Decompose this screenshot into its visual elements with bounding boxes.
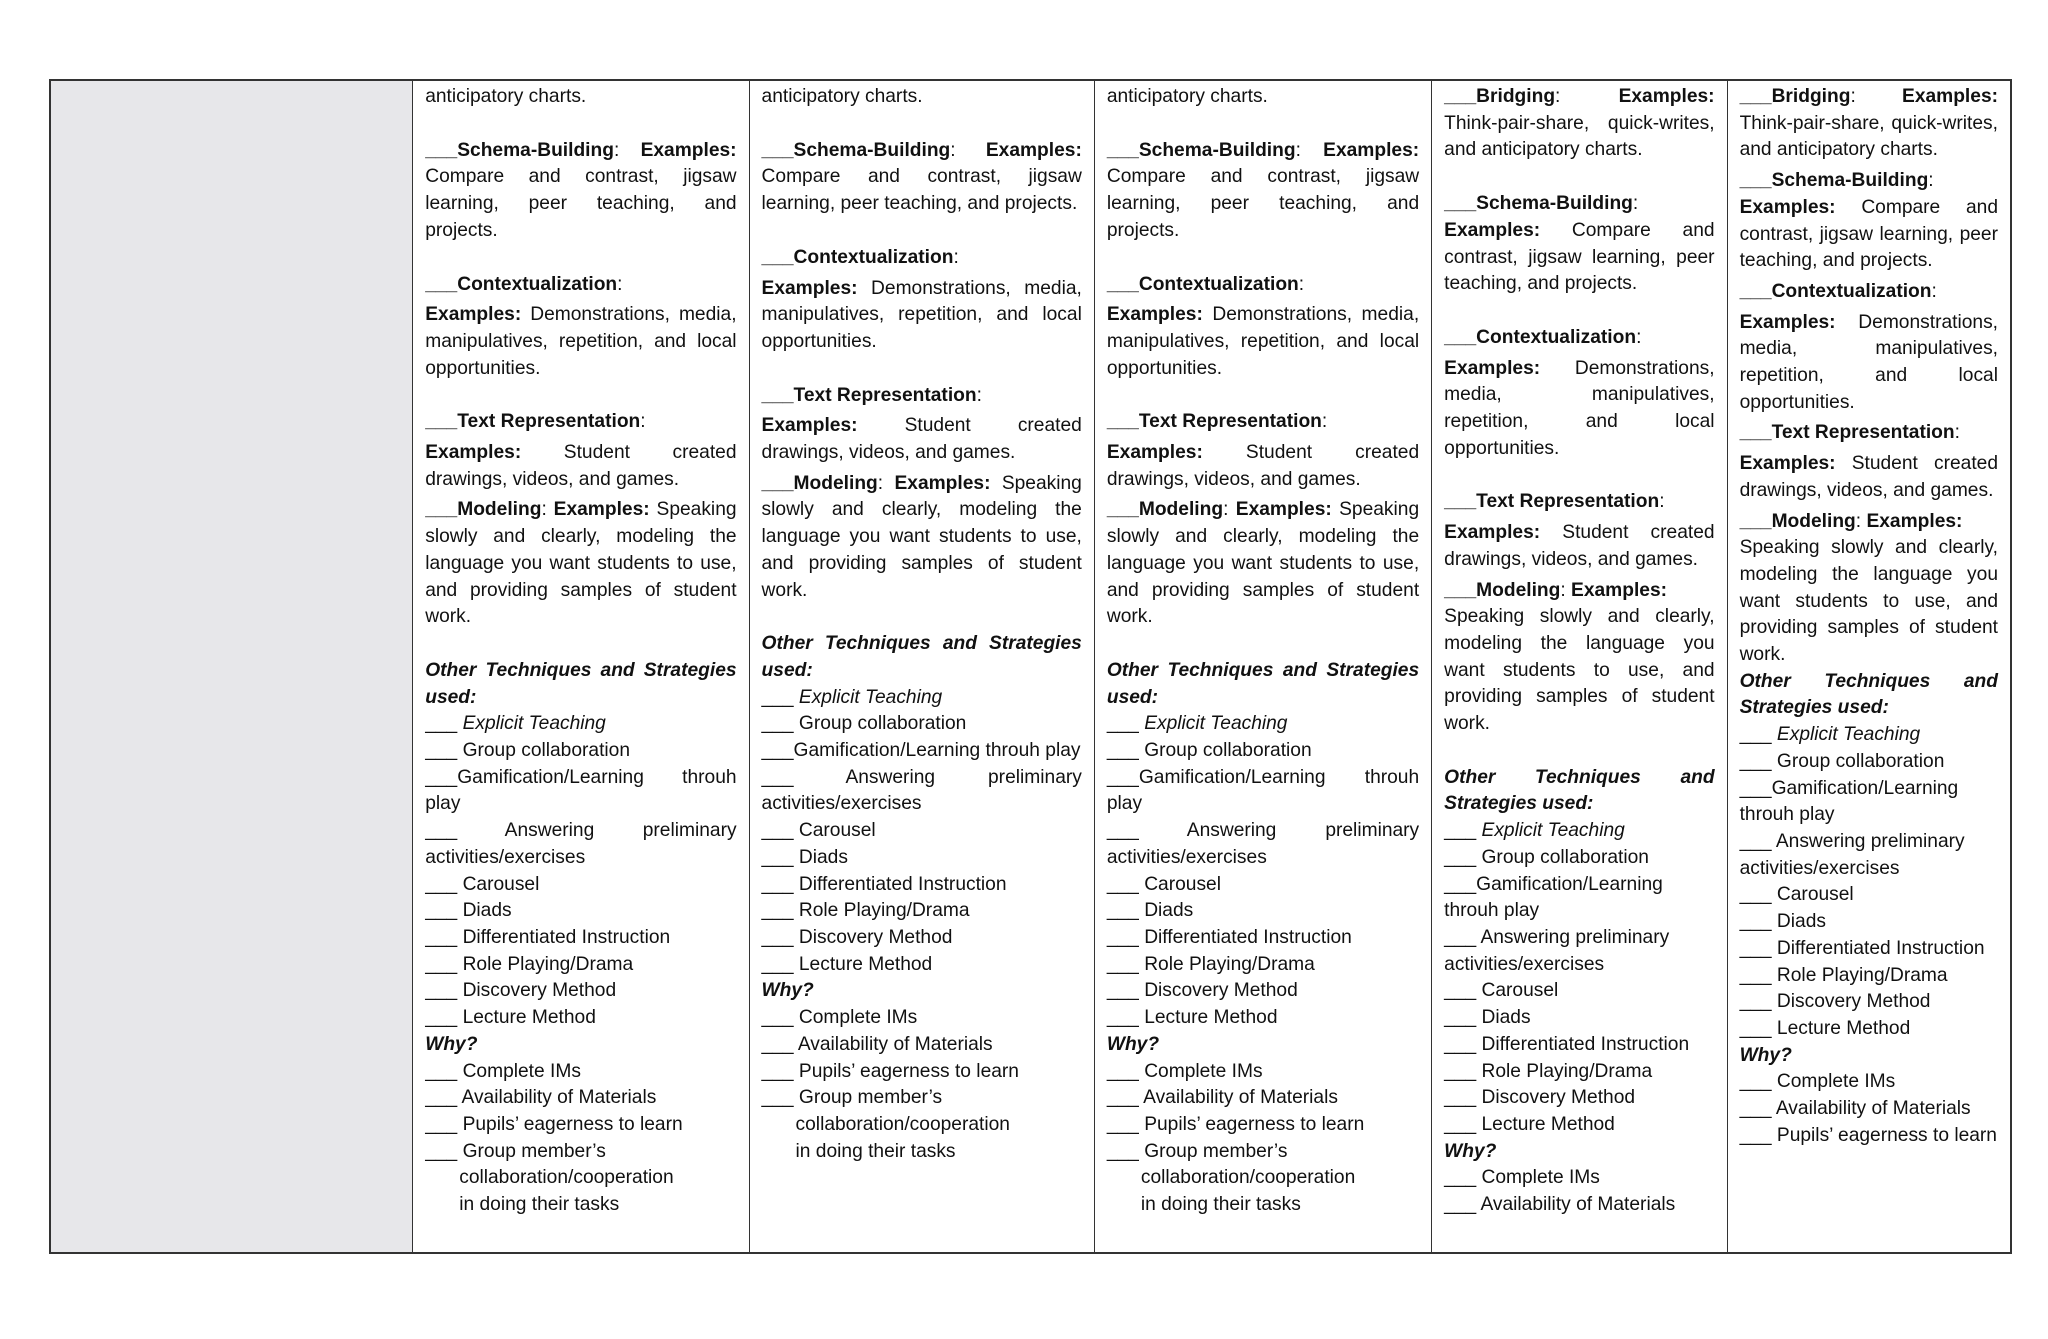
technique-item[interactable]: ___ Group collaboration bbox=[1444, 846, 1649, 868]
why-heading: Why? bbox=[425, 1033, 478, 1055]
technique-item[interactable]: ___ Explicit Teaching bbox=[1444, 820, 1625, 842]
technique-item[interactable]: ___ Differentiated Instruction bbox=[1106, 926, 1352, 948]
day-column-4 bbox=[1432, 81, 1727, 1252]
technique-item[interactable]: ___ Answering preliminary activities/exercises bbox=[425, 820, 737, 868]
day-column-1 bbox=[413, 81, 749, 1252]
modeling-label: ___Modeling: Examples: bbox=[1739, 510, 1963, 532]
why-heading: Why? bbox=[761, 980, 814, 1002]
reason-item[interactable]: ___ Complete IMs bbox=[761, 1007, 918, 1029]
contextualization-label: ___Contextualization: bbox=[761, 246, 959, 268]
schema-building-block: ___Schema-Building: Examples: Compare and contrast, jigsaw learning, peer teaching, and projects. bbox=[1106, 139, 1420, 241]
text-representation-label: ___Text Representation: bbox=[1106, 411, 1328, 433]
text-representation-label: ___Text Representation: bbox=[1444, 491, 1665, 513]
technique-item[interactable]: ___ Explicit Teaching bbox=[761, 686, 943, 708]
technique-item[interactable]: ___ Role Playing/Drama bbox=[1739, 964, 1948, 986]
reason-item[interactable]: ___ Complete IMs bbox=[1106, 1060, 1263, 1082]
modeling-block: ___Modeling: Examples: Speaking slowly and clearly, modeling the language you want students to use, and providing samples of student work. bbox=[1106, 499, 1420, 628]
reason-item[interactable]: ___ Pupils’ eagerness to learn bbox=[1106, 1113, 1365, 1135]
technique-item[interactable]: ___ Differentiated Instruction bbox=[1739, 937, 1985, 959]
text-representation-label: ___Text Representation: bbox=[761, 384, 982, 406]
reason-item[interactable]: ___ Complete IMs bbox=[425, 1060, 581, 1082]
modeling-label: ___Modeling: Examples: bbox=[1444, 579, 1668, 601]
reason-continuation: collaboration/cooperation bbox=[795, 1113, 1010, 1135]
bridging-block: ___Bridging: Examples: Think-pair-share, quick-writes, and anticipatory charts. bbox=[1444, 86, 1715, 161]
other-techniques-heading: Other Techniques and Strategies used: bbox=[1739, 670, 1998, 719]
technique-item[interactable]: ___Gamification/Learning throuh play bbox=[425, 766, 737, 815]
other-techniques-heading: Other Techniques and Strategies used: bbox=[1444, 766, 1715, 815]
technique-item[interactable]: ___ Discovery Method bbox=[1106, 980, 1298, 1002]
continuation-text: anticipatory charts. bbox=[425, 86, 587, 107]
technique-item[interactable]: ___ Explicit Teaching bbox=[425, 713, 606, 735]
contextualization-text: Examples: Demonstrations, media, manipulatives, repetition, and local opportunities. bbox=[1106, 304, 1420, 379]
reason-continuation: in doing their tasks bbox=[459, 1194, 620, 1216]
reason-item[interactable]: ___ Complete IMs bbox=[1444, 1167, 1600, 1189]
technique-item[interactable]: ___ Explicit Teaching bbox=[1739, 724, 1921, 746]
reason-item[interactable]: ___ Availability of Materials bbox=[761, 1033, 993, 1055]
technique-item[interactable]: ___ Differentiated Instruction bbox=[761, 873, 1007, 895]
technique-item[interactable]: ___ Role Playing/Drama bbox=[425, 953, 634, 975]
text-representation-text: Examples: Student created drawings, videos, and games. bbox=[1444, 522, 1715, 570]
modeling-block: ___Modeling: Examples: Speaking slowly and clearly, modeling the language you want students to use, and providing samples of student work. bbox=[425, 499, 737, 628]
technique-item[interactable]: ___ Group collaboration bbox=[425, 740, 631, 762]
technique-item[interactable]: ___ Answering preliminary activities/exercises bbox=[761, 766, 1082, 815]
technique-item[interactable]: ___ Diads bbox=[1106, 900, 1194, 922]
schema-building-text: Examples: Compare and contrast, jigsaw learning, peer teaching, and projects. bbox=[1444, 219, 1715, 295]
reason-item[interactable]: ___ Pupils’ eagerness to learn bbox=[761, 1060, 1019, 1082]
other-techniques-heading: Other Techniques and Strategies used: bbox=[761, 633, 1082, 681]
reason-item[interactable]: ___ Availability of Materials bbox=[1106, 1087, 1338, 1109]
technique-item[interactable]: ___ Lecture Method bbox=[1739, 1017, 1911, 1039]
schema-building-block: ___Schema-Building: Examples: Compare and contrast, jigsaw learning, peer teaching, and projects. bbox=[761, 139, 1082, 215]
technique-item[interactable]: ___Gamification/Learning bbox=[1739, 777, 1959, 799]
technique-item[interactable]: ___ Lecture Method bbox=[1106, 1007, 1278, 1029]
reason-item[interactable]: ___ Group member’s bbox=[425, 1140, 606, 1162]
technique-item[interactable]: ___ Role Playing/Drama bbox=[1106, 953, 1315, 975]
technique-item[interactable]: ___ Lecture Method bbox=[761, 953, 933, 975]
why-heading: Why? bbox=[1739, 1044, 1792, 1066]
reason-continuation: in doing their tasks bbox=[1140, 1194, 1301, 1216]
modeling-block: ___Modeling: Examples: Speaking slowly and clearly, modeling the language you want students to use, and providing samples of student work. bbox=[761, 472, 1082, 601]
modeling-text: Speaking slowly and clearly, modeling the language you want students to use, and providing samples of student work. bbox=[1739, 537, 1998, 666]
contextualization-label: ___Contextualization: bbox=[1739, 280, 1937, 302]
reason-continuation: collaboration/cooperation bbox=[459, 1167, 674, 1189]
technique-item[interactable]: ___ Group collaboration bbox=[761, 713, 967, 735]
why-heading: Why? bbox=[1444, 1140, 1497, 1162]
technique-item[interactable]: ___ Answering preliminary activities/exercises bbox=[1106, 820, 1420, 868]
technique-item[interactable]: ___ Diads bbox=[761, 846, 848, 868]
technique-item[interactable]: ___ Answering preliminary bbox=[1444, 926, 1670, 948]
technique-item[interactable]: ___Gamification/Learning throuh play bbox=[1106, 766, 1420, 815]
day-column-5 bbox=[1728, 81, 2010, 1252]
technique-item[interactable]: ___ Carousel bbox=[761, 820, 876, 842]
reason-item[interactable]: ___ Availability of Materials bbox=[1444, 1194, 1676, 1216]
reason-item[interactable]: ___ Availability of Materials bbox=[425, 1087, 657, 1109]
shaded-label-column bbox=[51, 81, 413, 1252]
technique-item[interactable]: ___ Discovery Method bbox=[761, 926, 953, 948]
continuation-text: anticipatory charts. bbox=[761, 86, 923, 107]
technique-item[interactable]: ___ Lecture Method bbox=[425, 1007, 596, 1029]
contextualization-text: Examples: Demonstrations, media, manipulatives, repetition, and local opportunities. bbox=[1444, 357, 1715, 459]
technique-item-cont: throuh play bbox=[1444, 900, 1540, 922]
technique-item[interactable]: ___ Lecture Method bbox=[1444, 1113, 1615, 1135]
technique-item-cont: activities/exercises bbox=[1739, 857, 1900, 879]
contextualization-label: ___Contextualization: bbox=[1106, 273, 1305, 295]
schema-building-text: Examples: Compare and contrast, jigsaw learning, peer teaching, and projects. bbox=[1739, 196, 1998, 272]
reason-item[interactable]: ___ Availability of Materials bbox=[1739, 1098, 1971, 1120]
reason-item[interactable]: ___ Group member’s bbox=[1106, 1140, 1288, 1162]
reason-item[interactable]: ___ Complete IMs bbox=[1739, 1071, 1896, 1093]
text-representation-text: Examples: Student created drawings, videos, and games. bbox=[1106, 442, 1420, 490]
technique-item-cont: activities/exercises bbox=[1444, 953, 1605, 975]
technique-item[interactable]: ___ Carousel bbox=[425, 873, 540, 895]
continuation-text: anticipatory charts. bbox=[1106, 86, 1268, 107]
schema-building-block: ___Schema-Building: Examples: Compare and contrast, jigsaw learning, peer teaching, and projects. bbox=[425, 139, 737, 241]
reason-continuation: collaboration/cooperation bbox=[1140, 1167, 1356, 1189]
schema-building-label: ___Schema-Building: bbox=[1444, 193, 1639, 215]
schema-building-label: ___Schema-Building: bbox=[1739, 170, 1934, 192]
other-techniques-heading: Other Techniques and Strategies used: bbox=[1106, 659, 1420, 708]
technique-item[interactable]: ___ Differentiated Instruction bbox=[425, 926, 671, 948]
text-representation-text: Examples: Student created drawings, videos, and games. bbox=[1739, 453, 1998, 501]
contextualization-label: ___Contextualization: bbox=[1444, 326, 1642, 348]
reason-item[interactable]: ___ Group member’s bbox=[761, 1087, 943, 1109]
day-column-2 bbox=[750, 81, 1095, 1252]
technique-item[interactable]: ___ Carousel bbox=[1444, 980, 1559, 1002]
text-representation-text: Examples: Student created drawings, videos, and games. bbox=[761, 415, 1082, 464]
technique-item[interactable]: ___ Discovery Method bbox=[1444, 1087, 1636, 1109]
bridging-block: ___Bridging: Examples: Think-pair-share, quick-writes, and anticipatory charts. bbox=[1739, 86, 1998, 161]
technique-item[interactable]: ___ Group collaboration bbox=[1106, 740, 1312, 762]
contextualization-text: Examples: Demonstrations, media, manipulatives, repetition, and local opportunities. bbox=[1739, 311, 1998, 413]
reason-item[interactable]: ___ Pupils’ eagerness to learn bbox=[425, 1113, 683, 1135]
technique-item[interactable]: ___ Discovery Method bbox=[1739, 991, 1931, 1013]
day-column-3 bbox=[1095, 81, 1432, 1252]
technique-item[interactable]: ___ Discovery Method bbox=[425, 980, 617, 1002]
technique-item[interactable]: ___ Answering preliminary bbox=[1739, 830, 1965, 852]
contextualization-text: Examples: Demonstrations, media, manipulatives, repetition, and local opportunities. bbox=[761, 277, 1082, 352]
lesson-plan-table bbox=[49, 79, 2012, 1254]
technique-item[interactable]: ___ Carousel bbox=[1739, 884, 1854, 906]
technique-item[interactable]: ___ Group collaboration bbox=[1739, 750, 1945, 772]
text-representation-text: Examples: Student created drawings, videos, and games. bbox=[425, 442, 737, 490]
text-representation-label: ___Text Representation: bbox=[425, 411, 646, 433]
contextualization-label: ___Contextualization: bbox=[425, 273, 623, 295]
text-representation-label: ___Text Representation: bbox=[1739, 422, 1960, 444]
technique-item[interactable]: ___ Role Playing/Drama bbox=[1444, 1060, 1653, 1082]
technique-item[interactable]: ___Gamification/Learning bbox=[1444, 873, 1663, 895]
other-techniques-heading: Other Techniques and Strategies used: bbox=[425, 659, 737, 708]
technique-item[interactable]: ___ Carousel bbox=[1106, 873, 1221, 895]
technique-item[interactable]: ___Gamification/Learning throuh play bbox=[761, 740, 1081, 762]
modeling-text: Speaking slowly and clearly, modeling the language you want students to use, and providing samples of student work. bbox=[1444, 606, 1715, 735]
technique-item[interactable]: ___ Diads bbox=[1444, 1007, 1531, 1029]
reason-continuation: in doing their tasks bbox=[795, 1140, 956, 1162]
technique-item[interactable]: ___ Role Playing/Drama bbox=[761, 900, 970, 922]
technique-item[interactable]: ___ Diads bbox=[425, 900, 512, 922]
technique-item[interactable]: ___ Diads bbox=[1739, 911, 1826, 933]
contextualization-text: Examples: Demonstrations, media, manipulatives, repetition, and local opportunities. bbox=[425, 304, 737, 379]
technique-item[interactable]: ___ Explicit Teaching bbox=[1106, 713, 1288, 735]
technique-item[interactable]: ___ Differentiated Instruction bbox=[1444, 1033, 1690, 1055]
reason-item[interactable]: ___ Pupils’ eagerness to learn bbox=[1739, 1124, 1997, 1146]
why-heading: Why? bbox=[1106, 1033, 1160, 1055]
technique-item-cont: throuh play bbox=[1739, 804, 1835, 826]
